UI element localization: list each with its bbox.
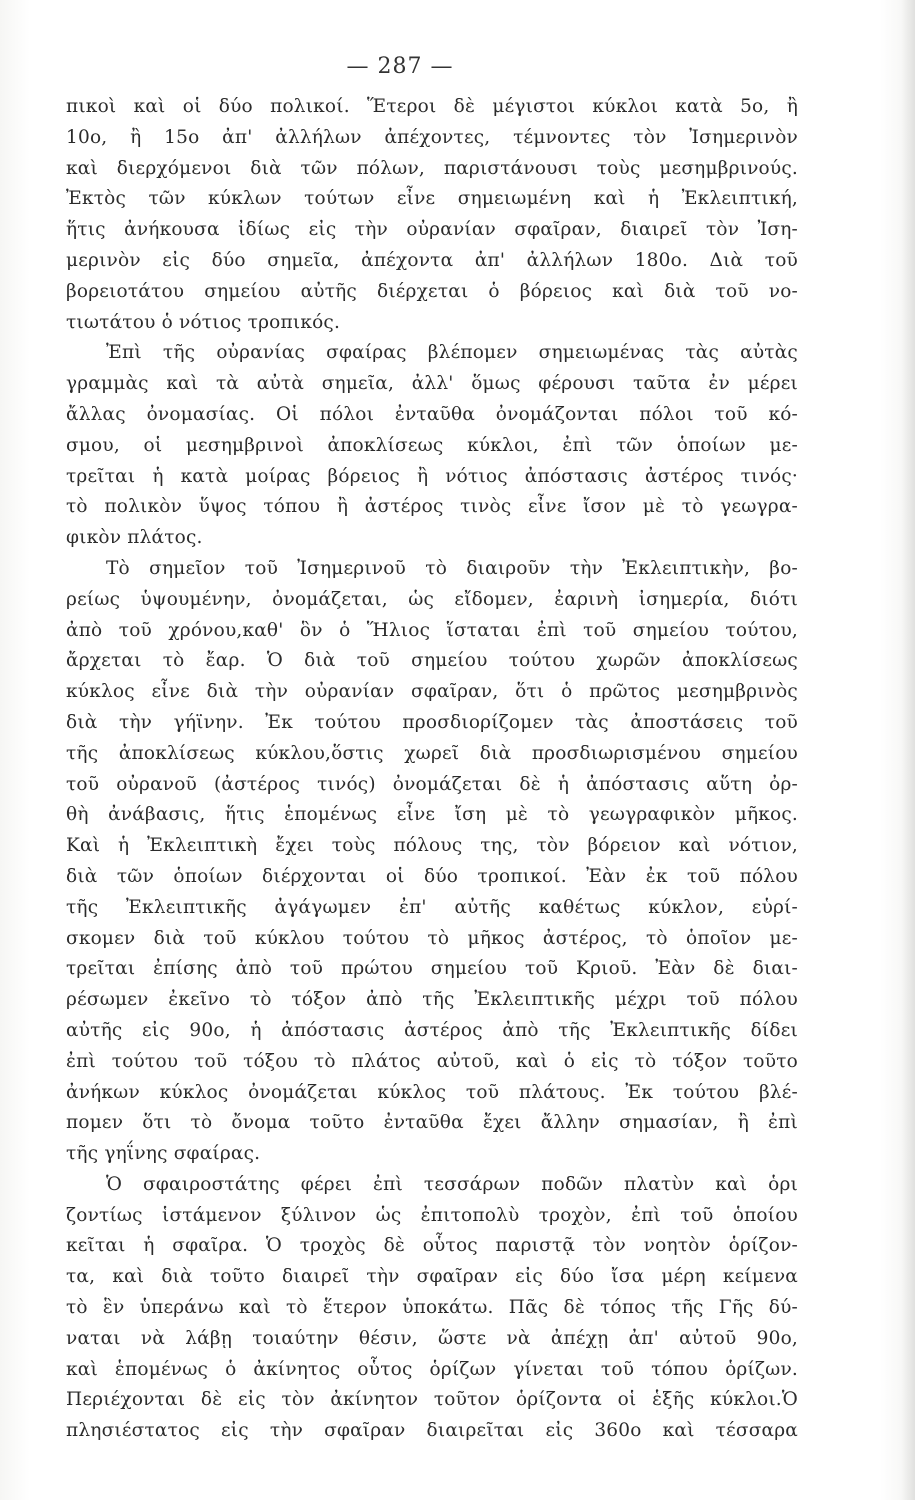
text-line: ρέσωμεν ἐκεῖνο τὸ τόξον ἀπὸ τῆς Ἐκλειπτικῆς μέχρι τοῦ πόλου <box>66 989 798 1011</box>
text-line: Ἐκτὸς τῶν κύκλων τούτων εἶνε σημειωμένη καὶ ἡ Ἐκλειπτική, <box>66 188 798 210</box>
text-line: ναται νὰ λάβῃ τοιαύτην θέσιν, ὥστε νὰ ἀπέχῃ ἀπ' αὐτοῦ 90ο, <box>66 1327 798 1349</box>
text-line: ρείως ὑψουμένην, ὀνομάζεται, ὡς εἴδομεν, ἐαρινὴ ἰσημερία, διότι <box>66 588 798 610</box>
page-text-body <box>66 92 798 1447</box>
text-line: πλησιέστατος εἰς τὴν σφαῖραν διαιρεῖται εἰς 360ο καὶ τέσσαρα <box>66 1420 798 1442</box>
text-line: ἐπὶ τούτου τοῦ τόξου τὸ πλάτος αὐτοῦ, καὶ ὁ εἰς τὸ τόξον τοῦτο <box>66 1050 798 1072</box>
text-line: γραμμὰς καὶ τὰ αὐτὰ σημεῖα, ἀλλ' ὅμως φέρουσι ταῦτα ἐν μέρει <box>66 373 798 395</box>
text-line: ἀνήκων κύκλος ὀνομάζεται κύκλος τοῦ πλάτους. Ἐκ τούτου βλέ- <box>66 1081 798 1103</box>
text-line: μερινὸν εἰς δύο σημεῖα, ἀπέχοντα ἀπ' ἀλλήλων 180ο. Διὰ τοῦ <box>66 249 798 271</box>
text-line: φικὸν πλάτος. <box>66 527 203 549</box>
text-line: ἀπὸ τοῦ χρόνου,καθ' ὃν ὁ Ἥλιος ἵσταται ἐπὶ τοῦ σημείου τούτου, <box>66 619 798 641</box>
text-line: κεῖται ἡ σφαῖρα. Ὁ τροχὸς δὲ οὗτος παριστᾷ τὸν νοητὸν ὁρίζον- <box>66 1235 798 1257</box>
text-line: τῆς γηΐνης σφαίρας. <box>66 1143 261 1165</box>
text-line: τρεῖται ἐπίσης ἀπὸ τοῦ πρώτου σημείου τοῦ Κριοῦ. Ἐὰν δὲ διαι- <box>66 958 798 980</box>
text-line: σκομεν διὰ τοῦ κύκλου τούτου τὸ μῆκος ἀστέρος, τὸ ὁποῖον με- <box>66 927 798 949</box>
text-line: τιωτάτου ὁ νότιος τροπικός. <box>66 311 341 333</box>
text-line: τοῦ οὐρανοῦ (ἀστέρος τινός) ὀνομάζεται δὲ ἡ ἀπόστασις αὕτη ὀρ- <box>66 773 798 795</box>
text-line: αὐτῆς εἰς 90ο, ἡ ἀπόστασις ἀστέρος ἀπὸ τῆς Ἐκλειπτικῆς δίδει <box>66 1019 798 1041</box>
text-line: 10ο, ἢ 15ο ἀπ' ἀλλήλων ἀπέχοντες, τέμνοντες τὸν Ἰσημερινὸν <box>66 126 798 148</box>
text-line: τῆς ἀποκλίσεως κύκλου,ὅστις χωρεῖ διὰ προσδιωρισμένου σημείου <box>66 742 798 764</box>
text-line: τρεῖται ἡ κατὰ μοίρας βόρειος ἢ νότιος ἀπόστασις ἀστέρος τινός· <box>66 465 798 487</box>
text-line: Ὁ σφαιροστάτης φέρει ἐπὶ τεσσάρων ποδῶν πλατὺν καὶ ὁρι <box>106 1173 798 1195</box>
text-line: Καὶ ἡ Ἐκλειπτικὴ ἔχει τοὺς πόλους της, τὸν βόρειον καὶ νότιον, <box>66 835 798 857</box>
text-line: τὸ πολικὸν ὕψος τόπου ἢ ἀστέρος τινὸς εἶνε ἴσον μὲ τὸ γεωγρα- <box>66 496 798 518</box>
text-line: τα, καὶ διὰ τοῦτο διαιρεῖ τὴν σφαῖραν εἰς δύο ἴσα μέρη κείμενα <box>66 1266 798 1288</box>
text-line: ἄρχεται τὸ ἔαρ. Ὁ διὰ τοῦ σημείου τούτου χωρῶν ἀποκλίσεως <box>66 650 798 672</box>
text-line: θὴ ἀνάβασις, ἥτις ἑπομένως εἶνε ἴση μὲ τὸ γεωγραφικὸν μῆκος. <box>66 804 798 826</box>
text-line: πικοὶ καὶ οἱ δύο πολικοί. Ἕτεροι δὲ μέγιστοι κύκλοι κατὰ 5ο, ἢ <box>66 96 798 117</box>
text-line: ἥτις ἀνήκουσα ἰδίως εἰς τὴν οὐρανίαν σφαῖραν, διαιρεῖ τὸν Ἰση- <box>66 219 798 241</box>
text-line: διὰ τὴν γήϊνην. Ἐκ τούτου προσδιορίζομεν τὰς ἀποστάσεις τοῦ <box>66 711 798 733</box>
text-line: ἄλλας ὀνομασίας. Οἱ πόλοι ἐνταῦθα ὀνομάζονται πόλοι τοῦ κό- <box>66 403 798 425</box>
text-line: βορειοτάτου σημείου αὐτῆς διέρχεται ὁ βόρειος καὶ διὰ τοῦ νο- <box>66 280 798 302</box>
text-line: τῆς Ἐκλειπτικῆς ἀγάγωμεν ἐπ' αὐτῆς καθέτως κύκλον, εὑρί- <box>66 896 798 918</box>
text-line: κύκλος εἶνε διὰ τὴν οὐρανίαν σφαῖραν, ὅτι ὁ πρῶτος μεσημβρινὸς <box>66 681 798 703</box>
text-line: σμου, οἱ μεσημβρινοὶ ἀποκλίσεως κύκλοι, ἐπὶ τῶν ὁποίων με- <box>66 434 798 456</box>
text-line: τὸ ἓν ὑπεράνω καὶ τὸ ἕτερον ὑποκάτω. Πᾶς δὲ τόπος τῆς Γῆς δύ- <box>66 1297 798 1319</box>
text-line: Περιέχονται δὲ εἰς τὸν ἀκίνητον τοῦτον ὁρίζοντα οἱ ἑξῆς κύκλοι.Ὁ <box>66 1389 798 1411</box>
text-line: Τὸ σημεῖον τοῦ Ἰσημερινοῦ τὸ διαιροῦν τὴν Ἐκλειπτικὴν, βο- <box>106 557 798 579</box>
text-line: διὰ τῶν ὁποίων διέρχονται οἱ δύο τροπικοί. Ἐὰν ἐκ τοῦ πόλου <box>66 865 798 887</box>
text-line: καὶ ἑπομένως ὁ ἀκίνητος οὗτος ὁρίζων γίνεται τοῦ τόπου ὁρίζων. <box>66 1358 798 1380</box>
text-line: καὶ διερχόμενοι διὰ τῶν πόλων, παριστάνουσι τοὺς μεσημβρινούς. <box>66 157 798 179</box>
page-edge-shadow <box>901 0 915 1500</box>
page-number: — 287 — <box>346 54 454 79</box>
text-line: πομεν ὅτι τὸ ὄνομα τοῦτο ἐνταῦθα ἔχει ἄλλην σημασίαν, ἢ ἐπὶ <box>66 1112 798 1134</box>
text-line: Ἐπὶ τῆς οὐρανίας σφαίρας βλέπομεν σημειωμένας τὰς αὐτὰς <box>106 342 798 364</box>
text-line: ζοντίως ἱστάμενον ξύλινον ὡς ἐπιτοπολὺ τροχὸν, ἐπὶ τοῦ ὁποίου <box>66 1204 798 1226</box>
